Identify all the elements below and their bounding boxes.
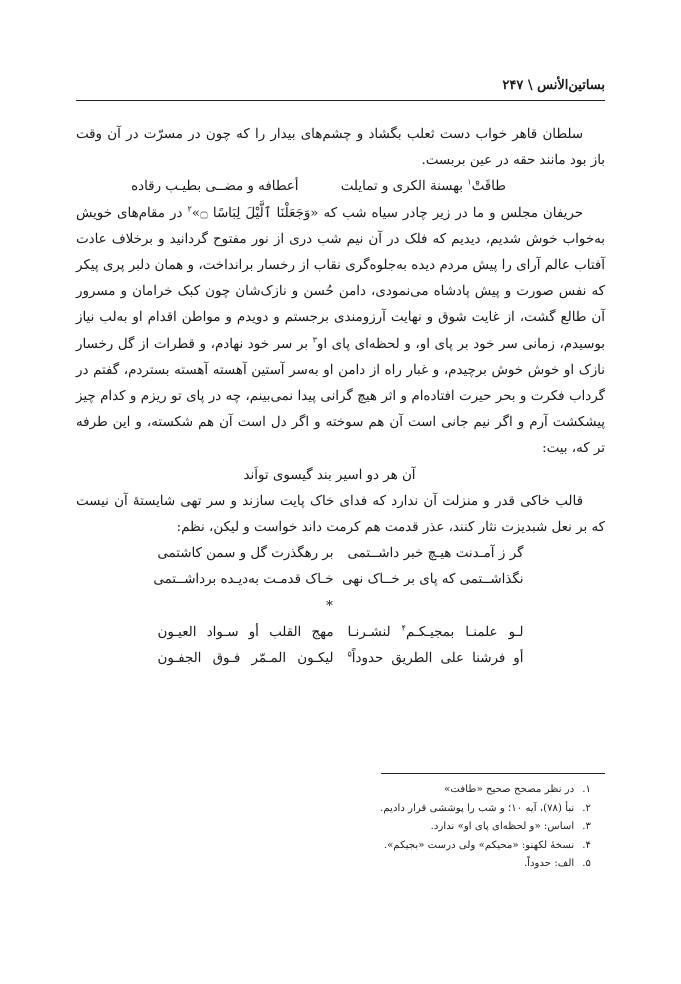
footnote-item xyxy=(76,781,591,800)
paragraph-3: قالب خاکی قدر و منزلت آن ندارد که فدای خاک پایت سازند و سر تهی شایستهٔ آن نیست که بر نعل شبدیزت نثار کنند، عذر قدمت هم کرمت داند خواست و لیکن، نظم: xyxy=(76,493,605,536)
hemistich-right xyxy=(348,620,524,646)
hemistich-right xyxy=(348,646,524,672)
footnote-number: ۳. xyxy=(582,821,591,833)
footnote-marker: ۲ xyxy=(187,204,192,214)
footnote-marker: ۱ xyxy=(467,177,472,187)
hemistich-text: لـو علمنـا بمجیـکـم xyxy=(405,624,524,640)
footnote-item xyxy=(76,800,591,819)
header-rule xyxy=(76,100,605,101)
footnote-text: نسخهٔ لکهنو: «محیکم» ولی درست «بجیکم». xyxy=(383,839,575,851)
footnote-number: ۵. xyxy=(582,858,591,870)
footnote-marker: ۳ xyxy=(312,335,317,345)
footnote-item xyxy=(76,837,591,856)
paragraph-2-part-a: حریفان مجلس و ما در زیر چادر سیاه شب که «وَجَعَلْنَا ٱلَّیْلَ لِبَاسًا ۝» xyxy=(191,205,583,221)
poem-couplet xyxy=(76,620,605,646)
hemistich-text: أو فرشنا علی الطریق حدوداً xyxy=(351,651,524,667)
hemistich-left: لیکـون المـمّر فـوق الجفـون xyxy=(157,651,334,667)
poem-couplet xyxy=(76,646,605,672)
footnote-text: در نظر مصحح صحیح «طافت» xyxy=(444,784,575,795)
hemistich-left: خـاک قدمـت به‌دیـده برداشــتمی xyxy=(153,572,334,588)
footnote-number: ۲. xyxy=(582,802,591,814)
single-verse: آن هر دو اسیر بند گیسوی تواَند xyxy=(243,467,416,483)
footnote-marker: ۵ xyxy=(347,649,352,659)
footnote-number: ۱. xyxy=(582,784,591,795)
footnote-text: الف: حدوداً. xyxy=(523,858,575,870)
hemistich-left: مهج القلب أو سـواد العیـون xyxy=(157,624,334,640)
running-title: بساتین‌الأنس \ ۲۴۷ xyxy=(502,78,605,93)
verse-separator: * xyxy=(326,598,333,614)
arabic-word: طاقَتْ xyxy=(471,179,506,195)
hemistich-right: گر ز آمـدنت هیـچ خبر داشــتمی xyxy=(347,546,524,562)
paragraph-2 xyxy=(76,201,605,463)
arabic-text: بهسنة الکری و تمایلت xyxy=(340,179,468,195)
footnote-rule xyxy=(381,773,605,774)
footnotes xyxy=(76,781,591,874)
main-text xyxy=(76,122,605,672)
paragraph-1: سلطان قاهر خواب دست ثعلب بگشاد و چشم‌های بیدار را که چون در مسرّت در آن وقت باز بود مانند حقه در عین بربست. xyxy=(76,127,605,169)
hemistich-left: بر رهگذرت گل و سمن کاشتمی xyxy=(157,546,334,562)
footnote-item xyxy=(76,855,591,874)
arabic-hemistich-left: أعطافه و مضــی بطیـب رقاده xyxy=(131,179,299,195)
arabic-hemistich-right xyxy=(341,174,528,200)
paragraph-2-part-c: بر سر خود نهادم، و قطرات از گل رخسار نازک او خوش خوش برچیدم، و غبار راه از دامن او به‌سر آستین آهسته آهسته بستردم، گفتم در گرداب فکرت و بحر حیرت افتاده‌ام و اثر هیچ گرانی پیدا نمی‌بینم، چه در پای تو ریزم و کدام چیز پیشکشت آرم و اگر نیم جانی است آن هم سوخته و اگر دل است آن هم شکسته، و این طرفه تر که، بیت: xyxy=(76,336,605,457)
hemistich-text: لنشـرنـا xyxy=(347,624,402,640)
running-header xyxy=(76,74,605,98)
arabic-poem xyxy=(76,620,605,672)
poem-couplet xyxy=(76,541,605,567)
footnote-text: اساس: «و لحظه‌ای پای او» ندارد. xyxy=(430,821,575,833)
footnote-number: ۴. xyxy=(582,839,591,851)
hemistich-right: نگذاشــتمی که پای بر خــاک نهی xyxy=(342,572,524,588)
footnote-marker: ۴ xyxy=(401,623,406,633)
arabic-verse-line xyxy=(76,174,605,200)
footnote-text: نبأ (۷۸)، آیه ۱۰؛ و شب را پوششی قرار دادیم. xyxy=(380,802,575,814)
persian-poem xyxy=(76,541,605,593)
poem-couplet xyxy=(76,567,605,593)
footnote-item xyxy=(76,818,591,837)
paragraph-2-part-b: در مقام‌های خویش به‌خواب خوش شدیم، دیدیم که فلک در آن نیم شب دری از نور مفتوح گردانید و برخلاف عادت آفتاب عالم آرای را پیش مردم دیده به‌جلوه‌گری نقاب از رخسار برانداخت، و همان دلبر پری پیکر که نفس صورت و پیش پادشاه می‌نمودی، دامن حُسن و نازک‌شان چون کبک خرامان و مسرور آن طالع گشت، از غایت شوق و نهایت آرزومندی برجستم و دویدم و مواطن اقدام او به‌لب نیاز بوسیدم، زمانی سر خود بر پای او، و لحظه‌ای پای او xyxy=(76,205,605,352)
